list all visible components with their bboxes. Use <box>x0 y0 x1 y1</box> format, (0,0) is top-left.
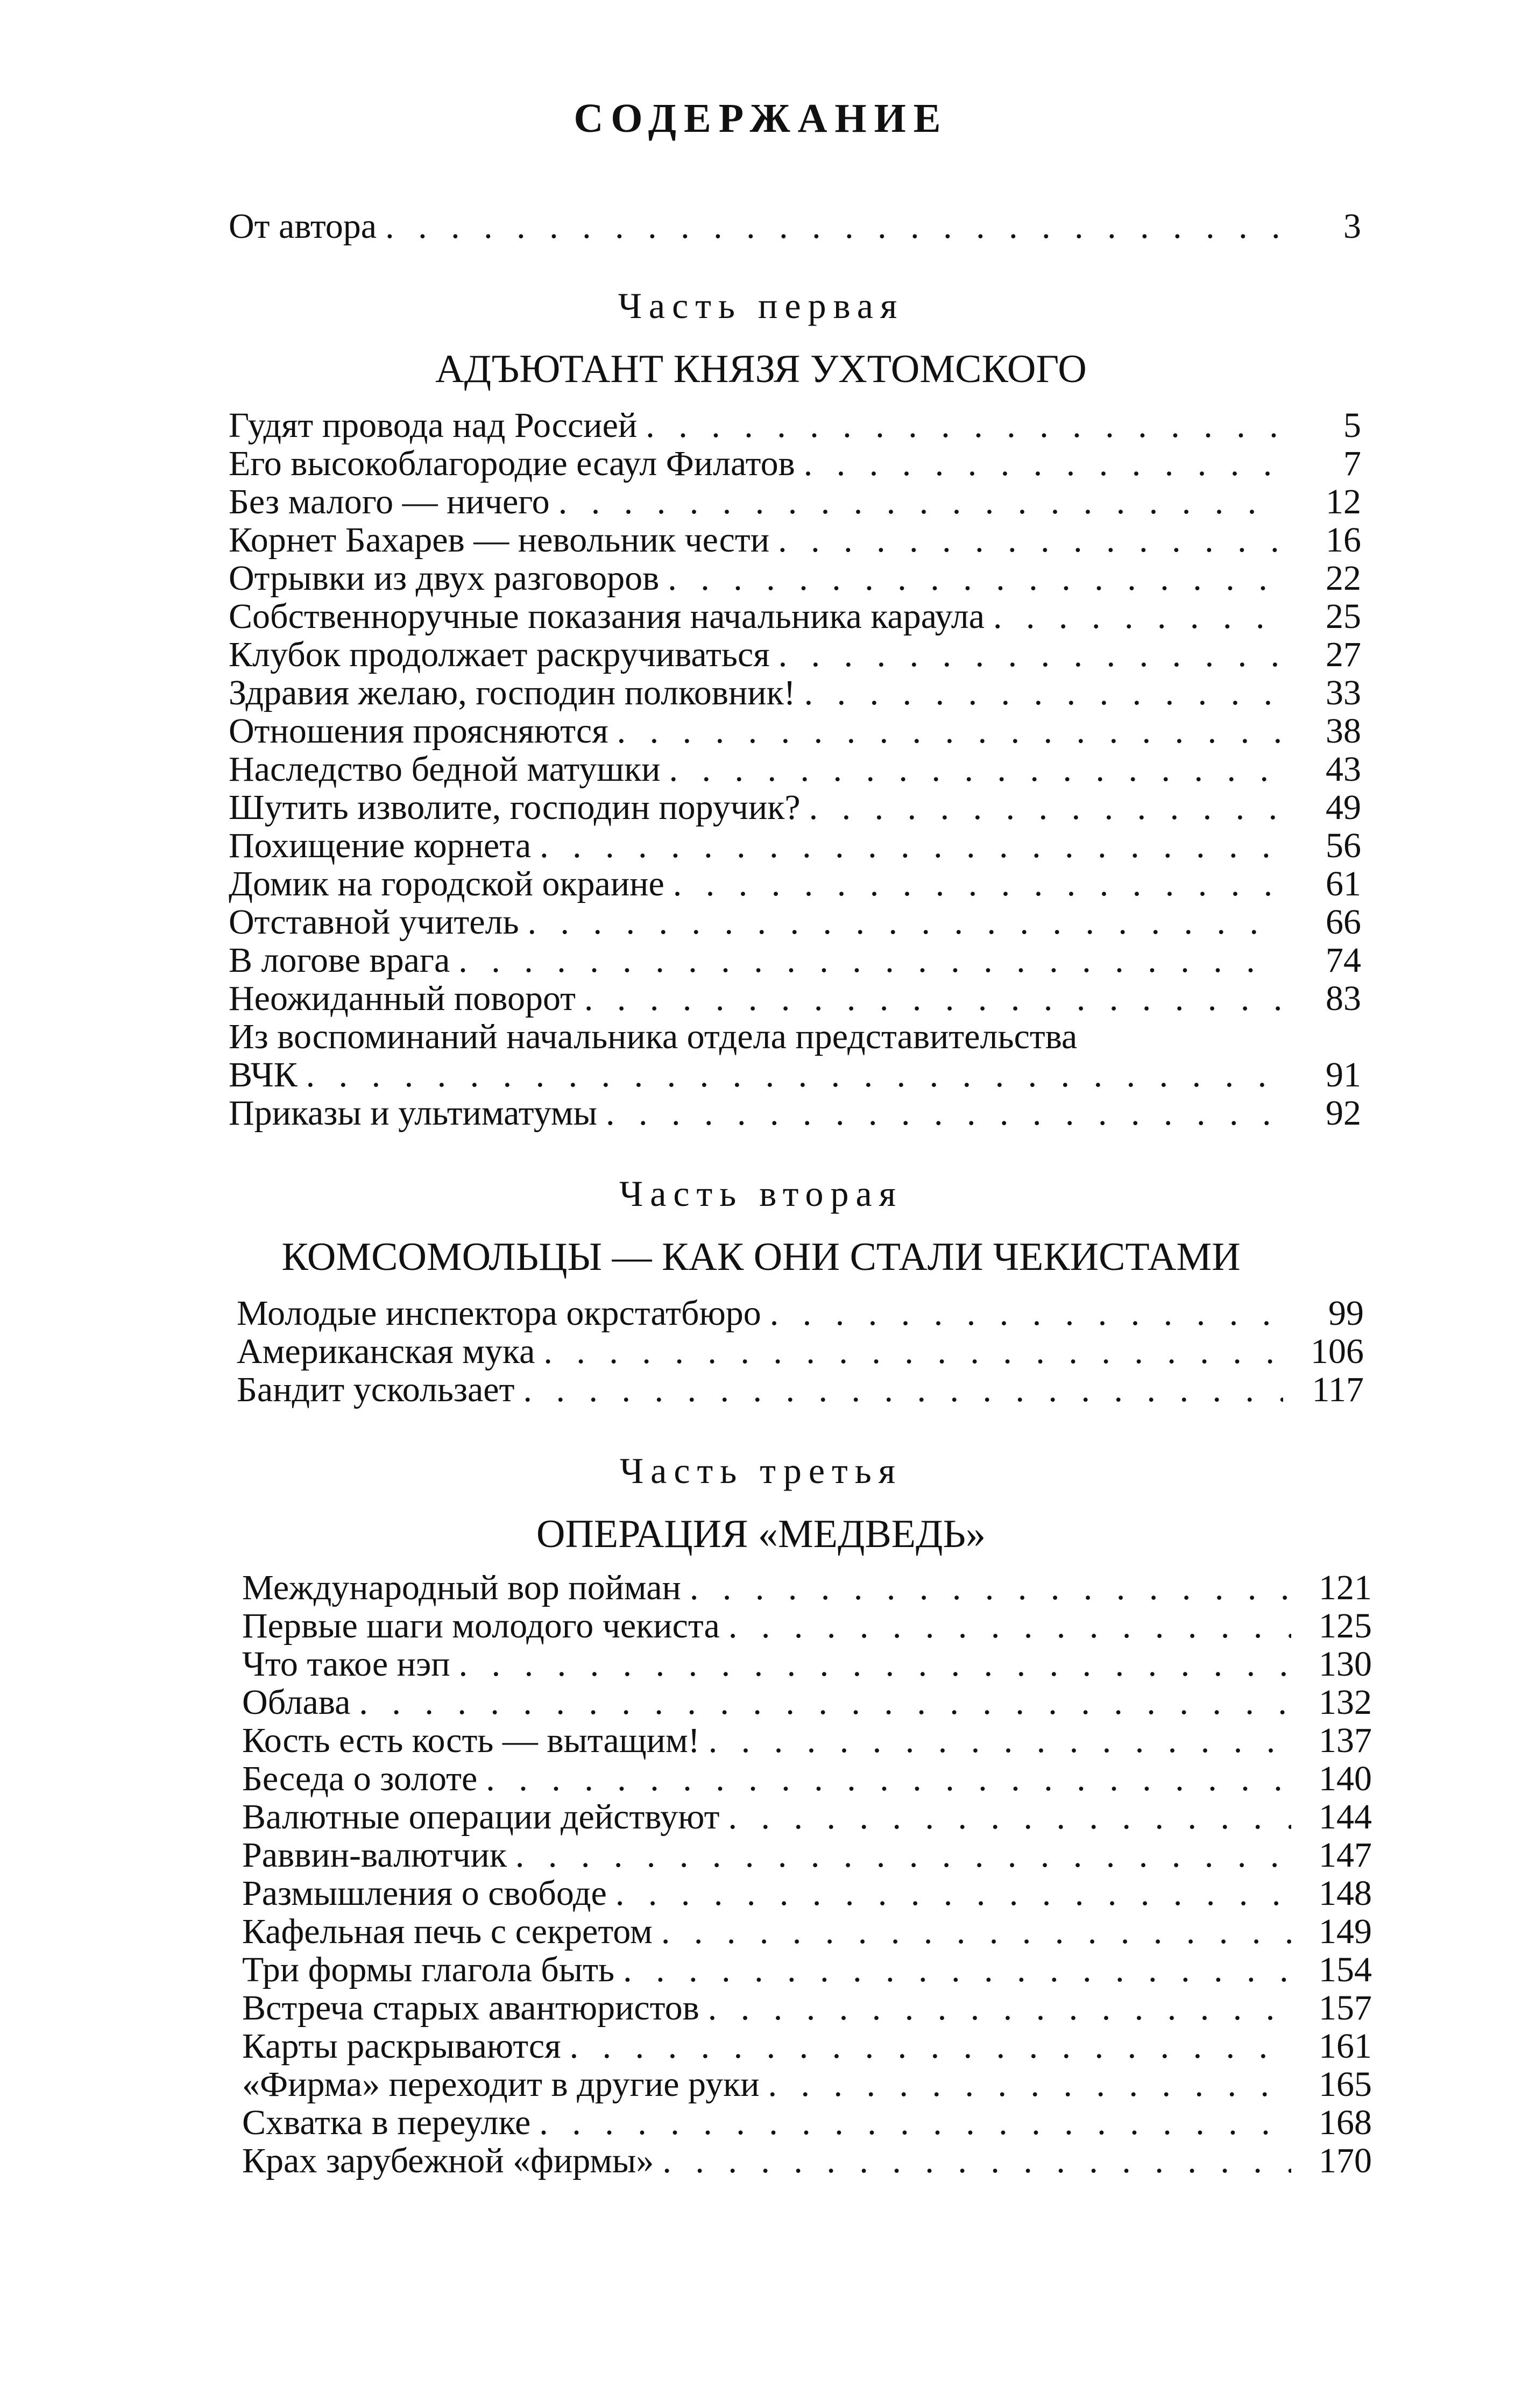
toc-entry-title: Его высокоблагородие есаул Филатов <box>229 444 795 483</box>
leader-dots <box>761 1294 1283 1332</box>
toc-entry-page: 99 <box>1328 1294 1364 1333</box>
toc-entry-page: 117 <box>1312 1370 1364 1409</box>
toc-entry-page: 170 <box>1319 2141 1372 2180</box>
toc-entry-title: Карты раскрываются <box>242 2026 561 2066</box>
toc-entry-title: Три формы глагола быть <box>242 1950 615 1989</box>
leader-dots <box>561 2027 1291 2065</box>
part-one-header <box>0 283 1522 393</box>
toc-entry-title: Клубок продолжает раскручиваться <box>229 635 770 674</box>
leader-dots <box>350 1683 1291 1721</box>
leader-dots <box>576 979 1280 1018</box>
leader-dots <box>514 1371 1283 1409</box>
toc-entry <box>237 1332 1364 1371</box>
toc-entry-title: Размышления о свободе <box>242 1874 607 1913</box>
toc-entry <box>229 941 1361 979</box>
leader-dots <box>699 1989 1291 2027</box>
leader-dots <box>801 788 1280 827</box>
toc-entry-title: Облава <box>242 1683 351 1722</box>
toc-entry-page: 148 <box>1319 1874 1372 1913</box>
toc-entry <box>242 1989 1372 2027</box>
toc-entry <box>229 1056 1361 1094</box>
toc-entry-page: 33 <box>1326 673 1361 712</box>
leader-dots <box>607 1874 1291 1912</box>
leader-dots <box>660 750 1280 788</box>
toc-entry-title: «Фирма» переходит в другие руки <box>242 2065 760 2104</box>
toc-entry-page: 12 <box>1326 482 1361 521</box>
toc-entry-page: 66 <box>1326 902 1361 942</box>
toc-entry-page: 140 <box>1319 1759 1372 1798</box>
toc-entry <box>242 1607 1372 1645</box>
toc-entry <box>229 674 1361 712</box>
toc-entry <box>229 521 1361 559</box>
part-three-entries <box>242 1569 1372 2180</box>
leader-dots <box>298 1056 1280 1094</box>
toc-entry-title: Из воспоминаний начальника отдела представительства <box>229 1017 1078 1056</box>
toc-entry-page: 165 <box>1319 2065 1372 2104</box>
leader-dots <box>796 674 1280 712</box>
leader-dots <box>550 483 1280 521</box>
leader-dots <box>477 1760 1291 1798</box>
toc-entry <box>242 1645 1372 1683</box>
toc-entry <box>242 1912 1372 1951</box>
toc-entry-title: Первые шаги молодого чекиста <box>242 1606 720 1646</box>
part-two-header <box>0 1170 1522 1281</box>
toc-entry-page: 49 <box>1326 788 1361 827</box>
toc-entry <box>242 1683 1372 1721</box>
leader-dots <box>535 1332 1283 1371</box>
toc-entry-page: 92 <box>1326 1093 1361 1133</box>
leader-dots <box>985 597 1280 635</box>
toc-entry-title: В логове врага <box>229 941 450 980</box>
toc-entry-page: 149 <box>1319 1912 1372 1951</box>
toc-entry-title: Отставной учитель <box>229 902 519 942</box>
toc-entry-page: 25 <box>1326 597 1361 636</box>
part-title: АДЪЮТАНТ КНЯЗЯ УХТОМСКОГО <box>435 347 1087 391</box>
toc-entry-page: 121 <box>1319 1568 1372 1607</box>
toc-entry-title: Что такое нэп <box>242 1644 450 1684</box>
toc-entry-title: Шутить изволите, господин поручик? <box>229 788 801 827</box>
part-label: Часть вторая <box>619 1173 903 1214</box>
toc-entry-title: Кафельная печь с секретом <box>242 1912 653 1951</box>
toc-entry <box>229 444 1361 483</box>
toc-entry-title: Корнет Бахарев — невольник чести <box>229 520 770 560</box>
toc-entry-page: 27 <box>1326 635 1361 674</box>
toc-entry <box>229 635 1361 674</box>
toc-entry-page: 147 <box>1319 1835 1372 1875</box>
toc-entry <box>242 1951 1372 1989</box>
toc-entry <box>242 2142 1372 2180</box>
toc-entry-title: Собственноручные показания начальника караула <box>229 597 985 636</box>
part-three-header <box>0 1447 1522 1558</box>
toc-entry <box>242 1798 1372 1836</box>
toc-entry-title: Похищение корнета <box>229 826 532 865</box>
toc-entry-page: 61 <box>1326 864 1361 903</box>
toc-entry-page: 38 <box>1326 711 1361 751</box>
leader-dots <box>720 1607 1291 1645</box>
toc-entry <box>242 1760 1372 1798</box>
toc-entry-title: Кость есть кость — вытащим! <box>242 1721 700 1760</box>
toc-entry-page: 125 <box>1319 1606 1372 1646</box>
leader-dots <box>664 865 1280 903</box>
leader-dots <box>614 1951 1291 1989</box>
toc-entry <box>229 903 1361 941</box>
toc-entry-page: 43 <box>1326 750 1361 789</box>
toc-entry-title: Валютные операции действуют <box>242 1797 720 1837</box>
toc-entry-page: 154 <box>1319 1950 1372 1989</box>
toc-entry-title: От автора <box>229 207 377 246</box>
leader-dots <box>450 1645 1291 1683</box>
toc-entry-page: 91 <box>1326 1055 1361 1094</box>
part-one-entries <box>229 406 1361 1132</box>
toc-entry-title: Встреча старых авантюристов <box>242 1988 699 2028</box>
toc-entry <box>229 1018 1361 1056</box>
toc-entry-page: 74 <box>1326 941 1361 980</box>
toc-entry-title: Здравия желаю, господин полковник! <box>229 673 796 712</box>
toc-entry-page: 106 <box>1311 1332 1364 1371</box>
toc-entry-page: 7 <box>1343 444 1361 483</box>
part-label: Часть первая <box>618 285 904 326</box>
toc-entry-title: Домик на городской окраине <box>229 864 664 903</box>
leader-dots <box>719 1798 1291 1836</box>
leader-dots <box>659 559 1280 597</box>
toc-entry-page: 168 <box>1319 2103 1372 2142</box>
leader-dots <box>769 521 1280 559</box>
toc-entry <box>242 2103 1372 2142</box>
toc-entry-title: Без малого — ничего <box>229 482 550 521</box>
toc-entry <box>237 1371 1364 1409</box>
leader-dots <box>597 1094 1280 1132</box>
leader-dots <box>760 2065 1291 2103</box>
toc-entry <box>229 597 1361 635</box>
toc-entry <box>229 788 1361 827</box>
toc-entry-page: 83 <box>1326 979 1361 1018</box>
page-heading: СОДЕРЖАНИЕ <box>574 96 948 141</box>
toc-entry-title: Американская мука <box>237 1332 535 1371</box>
toc-entry <box>229 1094 1361 1132</box>
toc-entry <box>242 2027 1372 2065</box>
leader-dots <box>608 712 1280 750</box>
leader-dots <box>653 1912 1291 1951</box>
toc-entry-title: Отношения проясняются <box>229 711 608 751</box>
leader-dots <box>795 444 1280 483</box>
toc-entry-page: 137 <box>1319 1721 1372 1760</box>
toc-entry-page: 144 <box>1319 1797 1372 1837</box>
toc-entry <box>229 559 1361 597</box>
part-label: Часть третья <box>619 1450 903 1491</box>
leader-dots <box>681 1569 1291 1607</box>
toc-entry-title: Беседа о золоте <box>242 1759 478 1798</box>
leader-dots <box>377 207 1280 245</box>
toc-entry <box>242 1721 1372 1760</box>
toc-entry-page: 161 <box>1319 2026 1372 2066</box>
toc-entry-title: Молодые инспектора окрстатбюро <box>237 1294 761 1333</box>
toc-entry-title: Неожиданный поворот <box>229 979 576 1018</box>
part-two-entries <box>237 1294 1364 1409</box>
toc-entry-intro <box>229 207 1361 245</box>
toc-entry <box>242 1836 1372 1874</box>
toc-entry-title: Отрывки из двух разговоров <box>229 559 660 598</box>
toc-entry <box>237 1294 1364 1332</box>
toc-entry <box>229 979 1361 1018</box>
leader-dots <box>530 2103 1291 2142</box>
toc-entry-page: 3 <box>1343 207 1361 246</box>
toc-entry <box>229 483 1361 521</box>
leader-dots <box>770 635 1280 674</box>
toc-entry <box>229 712 1361 750</box>
toc-entry-page: 16 <box>1326 520 1361 560</box>
toc-entry-title: Крах зарубежной «фирмы» <box>242 2141 654 2180</box>
toc-entry-title: Наследство бедной матушки <box>229 750 661 789</box>
toc-entry-page: 56 <box>1326 826 1361 865</box>
part-title: КОМСОМОЛЬЦЫ — КАК ОНИ СТАЛИ ЧЕКИСТАМИ <box>281 1235 1241 1279</box>
toc-entry-title: Раввин-валютчик <box>242 1835 507 1875</box>
toc-entry <box>242 2065 1372 2103</box>
toc-entry <box>229 750 1361 788</box>
leader-dots <box>700 1721 1291 1760</box>
toc-entry-page: 130 <box>1319 1644 1372 1684</box>
toc-entry-title: ВЧК <box>229 1055 298 1094</box>
toc-entry-page: 132 <box>1319 1683 1372 1722</box>
leader-dots <box>654 2142 1291 2180</box>
leader-dots <box>519 903 1280 941</box>
toc-entry-title: Бандит ускользает <box>237 1370 515 1409</box>
toc-entry-page: 22 <box>1326 559 1361 598</box>
toc-entry-title: Гудят провода над Россией <box>229 406 638 445</box>
leader-dots <box>507 1836 1291 1874</box>
leader-dots <box>637 406 1280 444</box>
toc-entry-title: Международный вор пойман <box>242 1568 681 1607</box>
toc-entry-title: Приказы и ультиматумы <box>229 1093 597 1133</box>
leader-dots <box>450 941 1280 979</box>
part-title: ОПЕРАЦИЯ «МЕДВЕДЬ» <box>536 1512 986 1556</box>
toc-entry-page: 157 <box>1319 1988 1372 2028</box>
toc-entry <box>229 865 1361 903</box>
toc-entry-title: Схватка в переулке <box>242 2103 531 2142</box>
toc-entry <box>242 1874 1372 1912</box>
leader-dots <box>531 827 1280 865</box>
toc-entry <box>242 1569 1372 1607</box>
toc-entry <box>229 827 1361 865</box>
toc-entry-page: 5 <box>1343 406 1361 445</box>
toc-entry <box>229 406 1361 444</box>
